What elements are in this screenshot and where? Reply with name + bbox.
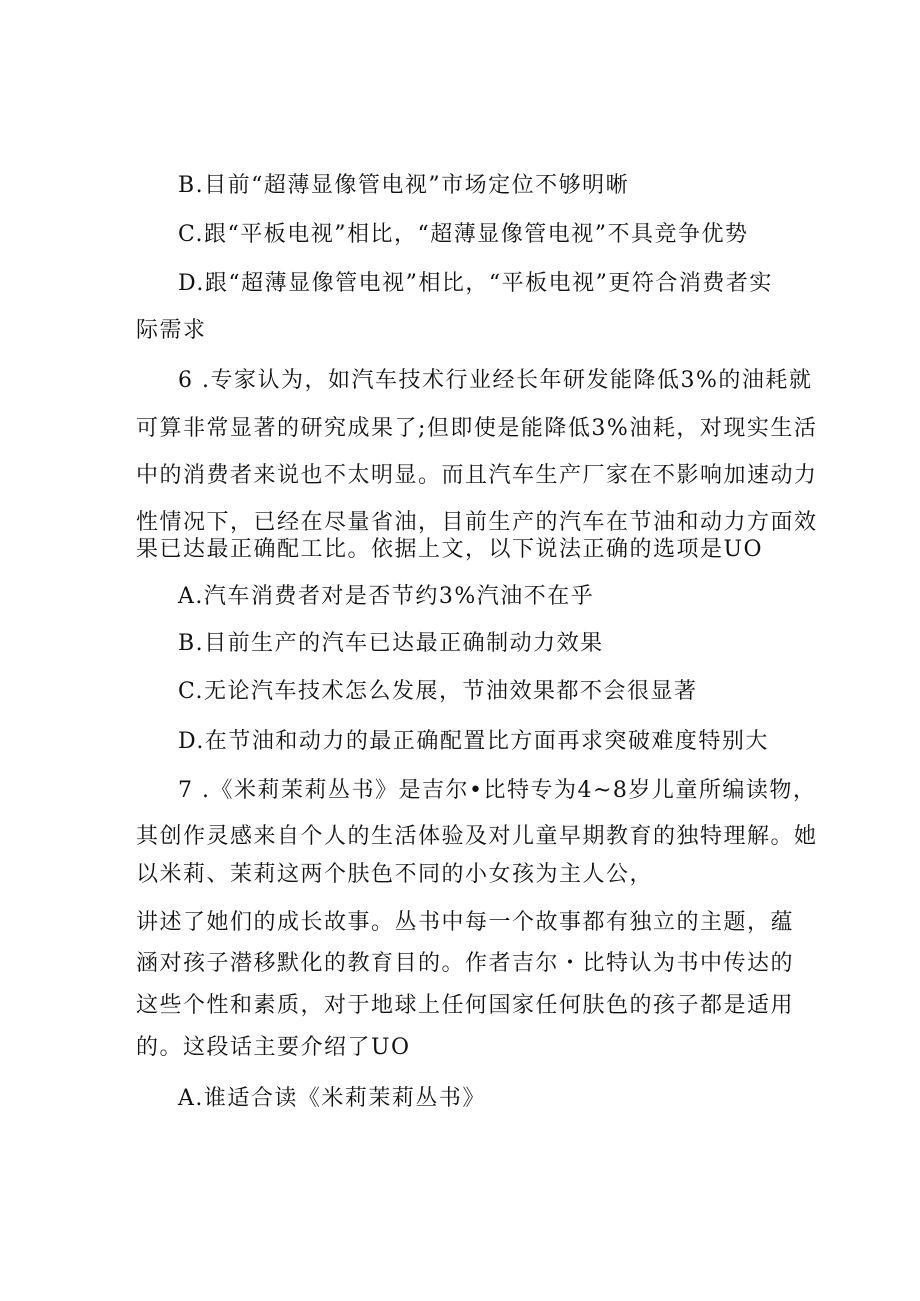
q7-text-line2: 其创作灵感来自个人的生活体验及对儿童早期教育的独特理解。她 <box>136 824 818 849</box>
q6-option-a: A.汽车消费者对是否节约3%汽油不在乎 <box>178 584 595 609</box>
q5-option-d-line1: D.跟“超薄显像管电视”相比，“平板电视”更符合消费者实 <box>178 271 773 296</box>
q5-option-d-line2: 际需求 <box>136 318 207 343</box>
q5-option-c: C.跟“平板电视”相比，“超薄显像管电视”不具竞争优势 <box>178 222 749 247</box>
q7-text-line6: 这些个性和素质，对于地球上任何国家任何肤色的孩子都是适用 <box>136 993 795 1018</box>
q6-text-line4: 性情况下，已经在尽量省油，目前生产的汽车在节油和动力方面效 <box>136 510 818 535</box>
q7-text-line1: 7 .《米莉茉莉丛书》是吉尔•比特专为4~8岁儿童所编读物， <box>178 778 817 803</box>
q6-text-line5: 果已达最正确配工比。依据上文，以下说法正确的选项是UO <box>136 537 764 562</box>
q7-option-a: A.谁适合读《米莉茉莉丛书》 <box>178 1086 486 1111</box>
q6-option-c: C.无论汽车技术怎么发展，节油效果都不会很显著 <box>178 679 698 704</box>
q7-text-line7: 的。这段话主要介绍了UO <box>136 1035 411 1060</box>
q6-option-d: D.在节油和动力的最正确配置比方面再求突破难度特别大 <box>178 729 769 754</box>
q7-text-line3: 以米莉、茉莉这两个肤色不同的小女孩为主人公， <box>136 862 654 887</box>
q6-text-line3: 中的消费者来说也不太明显。而且汽车生产厂家在不影响加速动力 <box>136 463 818 488</box>
q6-option-b: B.目前生产的汽车已达最正确制动力效果 <box>178 631 604 656</box>
q6-text-line1: 6 .专家认为，如汽车技术行业经长年研发能降低3%的油耗就 <box>178 368 813 393</box>
q7-text-line4: 讲述了她们的成长故事。丛书中每一个故事都有独立的主题，蕴 <box>136 910 795 935</box>
q5-option-b: B.目前“超薄显像管电视”市场定位不够明晰 <box>178 173 630 198</box>
q7-text-line5: 涵对孩子潜移默化的教育目的。作者吉尔・比特认为书中传达的 <box>136 951 795 976</box>
q6-text-line2: 可算非常显著的研究成果了;但即使是能降低3%油耗，对现实生活 <box>136 416 818 441</box>
